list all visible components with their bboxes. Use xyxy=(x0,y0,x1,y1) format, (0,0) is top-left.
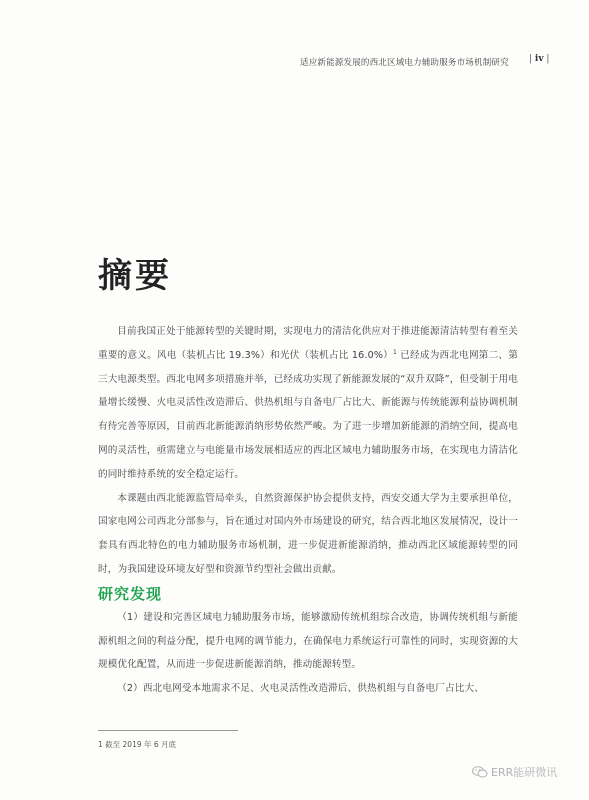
footnote-divider xyxy=(98,730,238,731)
paragraph-2: 本课题由西北能源监管局牵头，自然资源保护协会提供支持，西安交通大学为主要承担单位，国家电网公司西北分部参与，旨在通过对国内外市场建设的研究，结合西北地区发展情况，设计一套具有西北特色的电力辅助服务市场机制，进一步促进新能源消纳，推动西北区域能源转型的同时，为我国建设环境友好型和资源节约型社会做出贡献。 xyxy=(98,492,518,575)
running-header-title: 适应新能源发展的西北区域电力辅助服务市场机制研究 xyxy=(300,58,509,68)
abstract-body xyxy=(98,320,518,701)
paragraph-3: （1）建设和完善区域电力辅助服务市场，能够激励传统机组综合改造，协调传统机组与新能源机组之间的利益分配，提升电网的调节能力，在确保电力系统运行可靠性的同时，实现资源的大规模优化配置，从而进一步促进新能源消纳，推动能源转型。 xyxy=(98,611,518,671)
watermark xyxy=(472,764,557,780)
paragraph-1: 目前我国正处于能源转型的关键时期，实现电力的清洁化供应对于推进能源清洁转型有着至关重要的意义。风电（装机占比 19.3%）和光伏（装机占比 16.0%）$^1$ 已经成为西北电网第二、第三大电源类型。西北电网多项措施并举，已经成功实现了新能源发展的“双升双降”，但受制于用电量增长缓慢、火电灵活性改造滞后、供热机组与自备电厂占比大、新能源与传统能源利益协调机制有待完善等原因，目前西北新能源消纳形势依然严峻。为了进一步增加新能源的消纳空间，提高电网的灵活性，亟需建立与电能量市场发展相适应的西北区域电力辅助服务市场，在实现电力清洁化的同时维持系统的安全稳定运行。 xyxy=(98,326,518,480)
wechat-icon xyxy=(472,766,488,778)
page-number: | iv | xyxy=(529,54,550,64)
footnote-reference[interactable]: 1 xyxy=(393,348,397,356)
watermark-text: ERR能研微讯 xyxy=(491,766,558,779)
section-heading-findings: 研究发现 xyxy=(98,584,163,603)
footnote: 1 截至 2019 年 6 月底 xyxy=(98,740,177,749)
page-title: 摘要 xyxy=(98,256,172,296)
paragraph-4: （2）西北电网受本地需求不足、火电灵活性改造滞后、供热机组与自备电厂占比大、 xyxy=(117,683,484,695)
